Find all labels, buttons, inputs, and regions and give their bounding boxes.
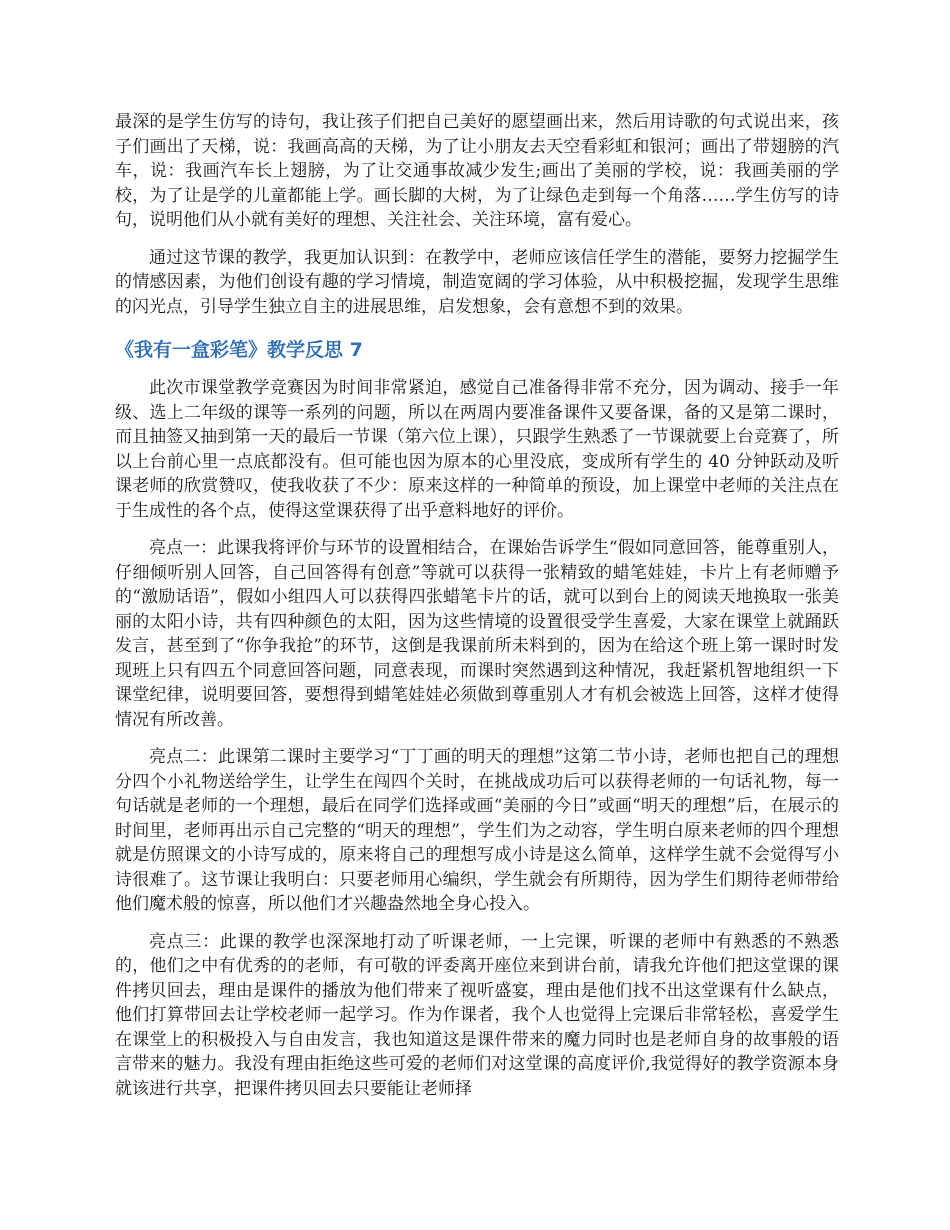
section-title: 《我有一盒彩笔》教学反思 7 [115, 339, 363, 361]
paragraph-highlight-2: 亮点二：此课第二课时主要学习“丁丁画的明天的理想”这第二节小诗，老师也把自己的理想分四个小礼物送给学生，让学生在闯四个关时，在挑战成功后可以获得老师的一句话礼物，每一句话就是老师的一个理想，最后在同学们选择或画“美丽的今日”或画“明天的理想”后，在展示的时间里，老师再出示自己完整的“明天的理想”，学生们为之动容，学生明白原来老师的四个理想就是仿照课文的小诗写成的，原来将自己的理想写成小诗是这么简单，这样学生就不会觉得写小诗很难了。这节课让我明白：只要老师用心编织，学生就会有所期待，因为学生们期待老师带给他们魔术般的惊喜，所以他们才兴趣盎然地全身心投入。 [115, 747, 839, 914]
paragraph-highlight-3: 亮点三：此课的教学也深深地打动了听课老师，一上完课，听课的老师中有熟悉的不熟悉的，他们之中有优秀的的老师，有可敬的评委离开座位来到讲台前，请我允许他们把这堂课的课件拷贝回去，理由是课件的播放为他们带来了视听盛宴，理由是他们找不出这堂课有什么缺点，他们打算带回去让学校老师一起学习。作为作课者，我个人也觉得上完课后非常轻松，喜爱学生在课堂上的积极投入与自由发言，我也知道这是课件带来的魔力同时也是老师自身的故事般的语言带来的魅力。我没有理由拒绝这些可爱的老师们对这堂课的高度评价,我觉得好的教学资源本身就该进行共享，把课件拷贝回去只要能让老师择 [115, 931, 839, 1099]
paragraph-intro: 此次市课堂教学竞赛因为时间非常紧迫，感觉自己准备得非常不充分，因为调动、接手一年级、选上二年级的课等一系列的问题，所以在两周内要准备课件又要备课，备的又是第二课时，而且抽签又抽到第一天的最后一节课（第六位上课），只跟学生熟悉了一节课就要上台竞赛了，所以上台前心里一点底都没有。但可能也因为原本的心里没底，变成所有学生的 40 分钟跃动及听课老师的欣赏赞叹，使我收获了不少：原来这样的一种简单的预设，加上课堂中老师的关注点在于生成性的各个点，使得这堂课获得了出乎意料地好的评价。 [115, 378, 839, 521]
paragraph-continued: 最深的是学生仿写的诗句，我让孩子们把自己美好的愿望画出来，然后用诗歌的句式说出来，孩子们画出了天梯，说：我画高高的天梯，为了让小朋友去天空看彩虹和银河；画出了带翅膀的汽车，说：我画汽车长上翅膀，为了让交通事故减少发生;画出了美丽的学校，说：我画美丽的学校，为了让是学的儿童都能上学。画长脚的大树，为了让绿色走到每一个角落……学生仿写的诗句，说明他们从小就有美好的理想、关注社会、关注环境，富有爱心。 [115, 112, 839, 230]
paragraph-highlight-1: 亮点一：此课我将评价与环节的设置相结合，在课始告诉学生“假如同意回答，能尊重别人，仔细倾听别人回答，自己回答得有创意”等就可以获得一张精致的蜡笔娃娃，卡片上有老师赠予的“激励话语”，假如小组四人可以获得四张蜡笔卡片的话，就可以到台上的阅读天地换取一张美丽的太阳小诗，共有四种颜色的太阳，因为这些情境的设置很受学生喜爱，大家在课堂上就踊跃发言，甚至到了“你争我抢”的环节，这倒是我课前所未料到的，因为在给这个班上第一课时时发现班上只有四五个同意回答问题，同意表现，而课时突然遇到这种情况，我赶紧机智地组织一下课堂纪律，说明要回答，要想得到蜡笔娃娃必须做到尊重别人才有机会被选上回答，这样才使得情况有所改善。 [115, 538, 839, 730]
document-page [115, 110, 839, 1114]
paragraph-reflection: 通过这节课的教学，我更加认识到：在教学中，老师应该信任学生的潜能，要努力挖掘学生的情感因素，为他们创设有趣的学习情境，制造宽阔的学习体验，从中积极挖掘，发现学生思维的闪光点，引导学生独立自主的进展思维，启发想象，会有意想不到的效果。 [115, 247, 839, 317]
